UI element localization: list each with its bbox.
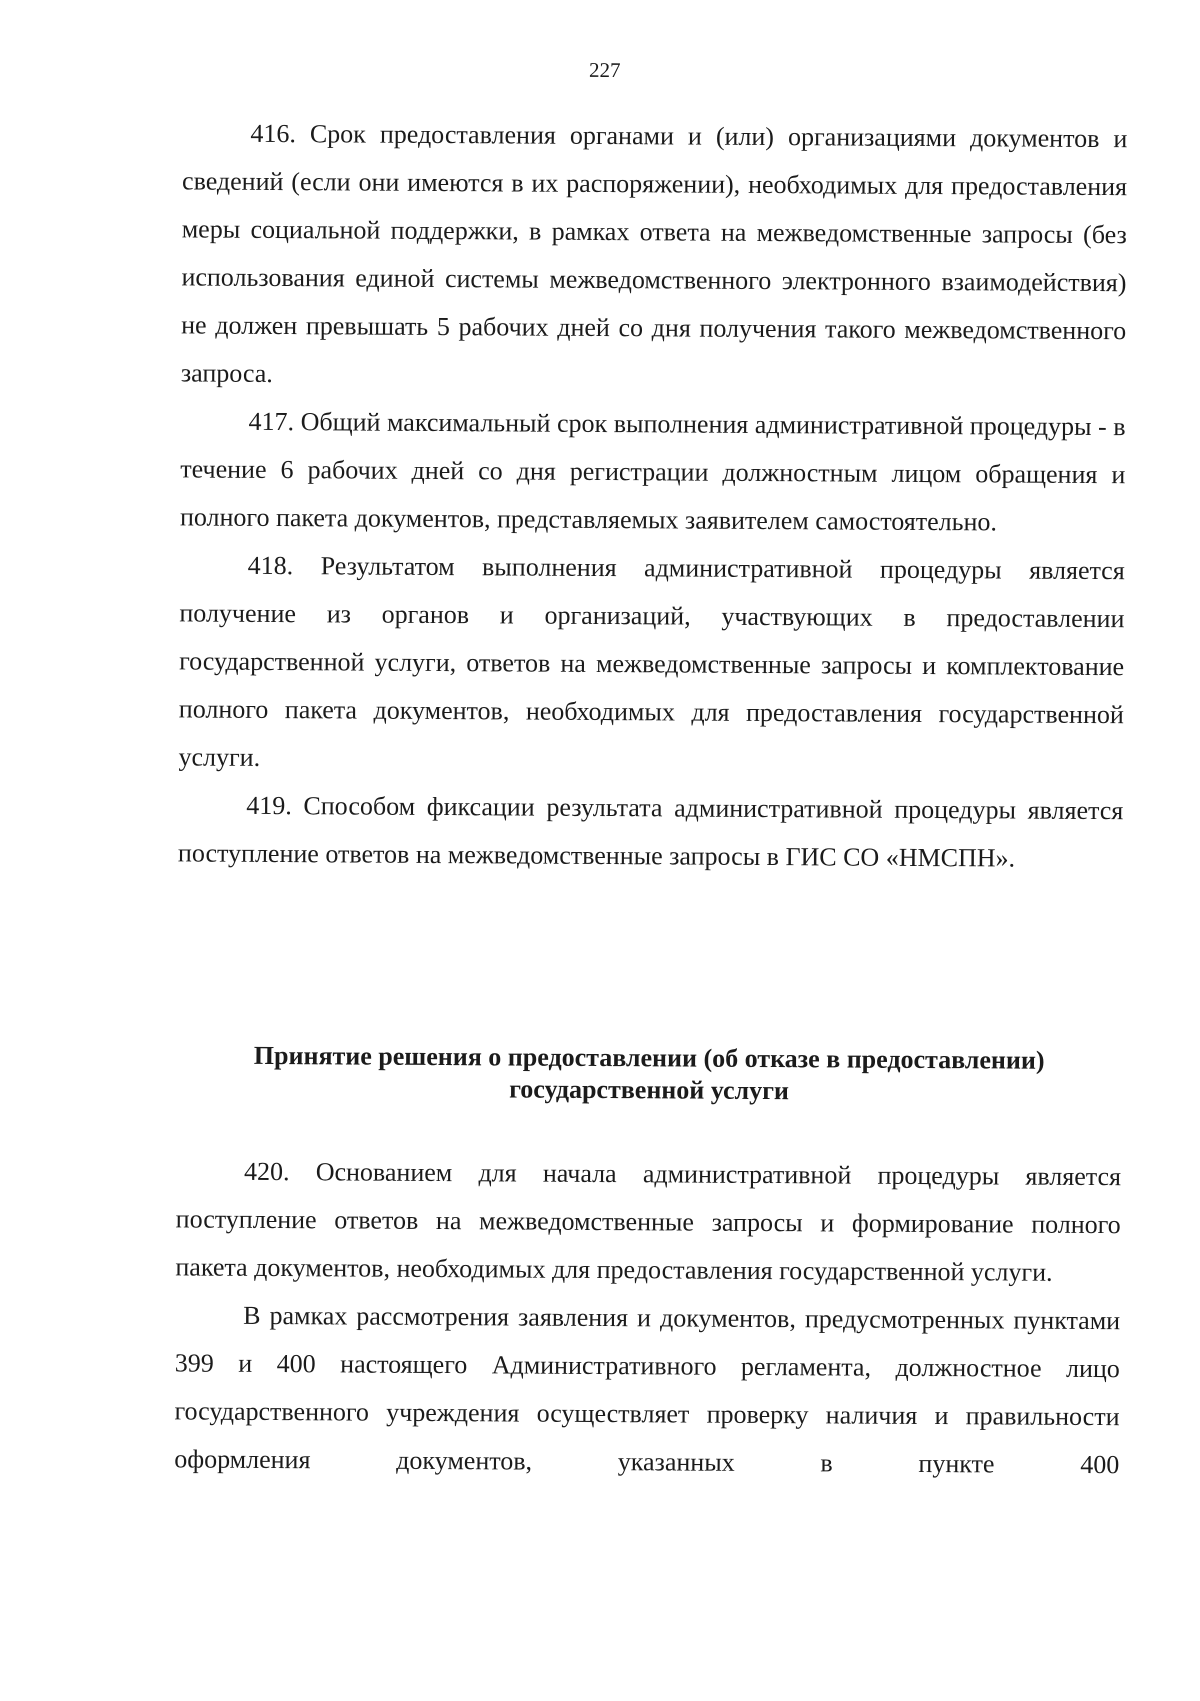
section-heading-block — [176, 1039, 1121, 1109]
text-block-upper — [178, 109, 1128, 883]
paragraph-418: 418. Результатом выполнения административной процедуры является получение из органов и организаций, участвующих в предоставлении государственной услуги, ответов на межведомственные запросы и комплектование полного пакета документов, необходимых для предоставления государственной услуги. — [178, 550, 1125, 772]
page-number: 227 — [588, 57, 621, 83]
paragraph-420: 420. Основанием для начала административной процедуры является поступление ответов на межведомственные запросы и формирование полного пакета документов, необходимых для предоставления государственной услуги. — [175, 1156, 1122, 1287]
section-heading-line-2: государственной услуги — [509, 1074, 790, 1106]
paragraph-419: 419. Способом фиксации результата административной процедуры является поступление ответов на межведомственные запросы в ГИС СО «НМСПН». — [177, 790, 1124, 873]
section-heading — [176, 1039, 1121, 1109]
paragraph-review: В рамках рассмотрения заявления и документов, предусмотренных пунктами 399 и 400 настоящего Административного регламента, должностное лицо государственного учреждения осуществляет проверку наличия и правильности оформления документов, указанных в пункте 400 — [174, 1300, 1121, 1480]
paragraph-417: 417. Общий максимальный срок выполнения административной процедуры - в течение 6 рабочих дней со дня регистрации должностным лицом обращения и полного пакета документов, представляемых заявителем самостоятельно. — [179, 406, 1126, 537]
paragraph-416: 416. Срок предоставления органами и (или) организациями документов и сведений (если они имеются в их распоряжении), необходимых для предоставления меры социальной поддержки, в рамках ответа на межведомственные запросы (без использования единой системы межведомственного электронного взаимодействия) не должен превышать 5 рабочих дней со дня получения такого межведомственного запроса. — [180, 118, 1128, 388]
text-block-lower — [174, 1147, 1121, 1489]
section-heading-line-1: Принятие решения о предоставлении (об отказе в предоставлении) — [253, 1040, 1045, 1075]
